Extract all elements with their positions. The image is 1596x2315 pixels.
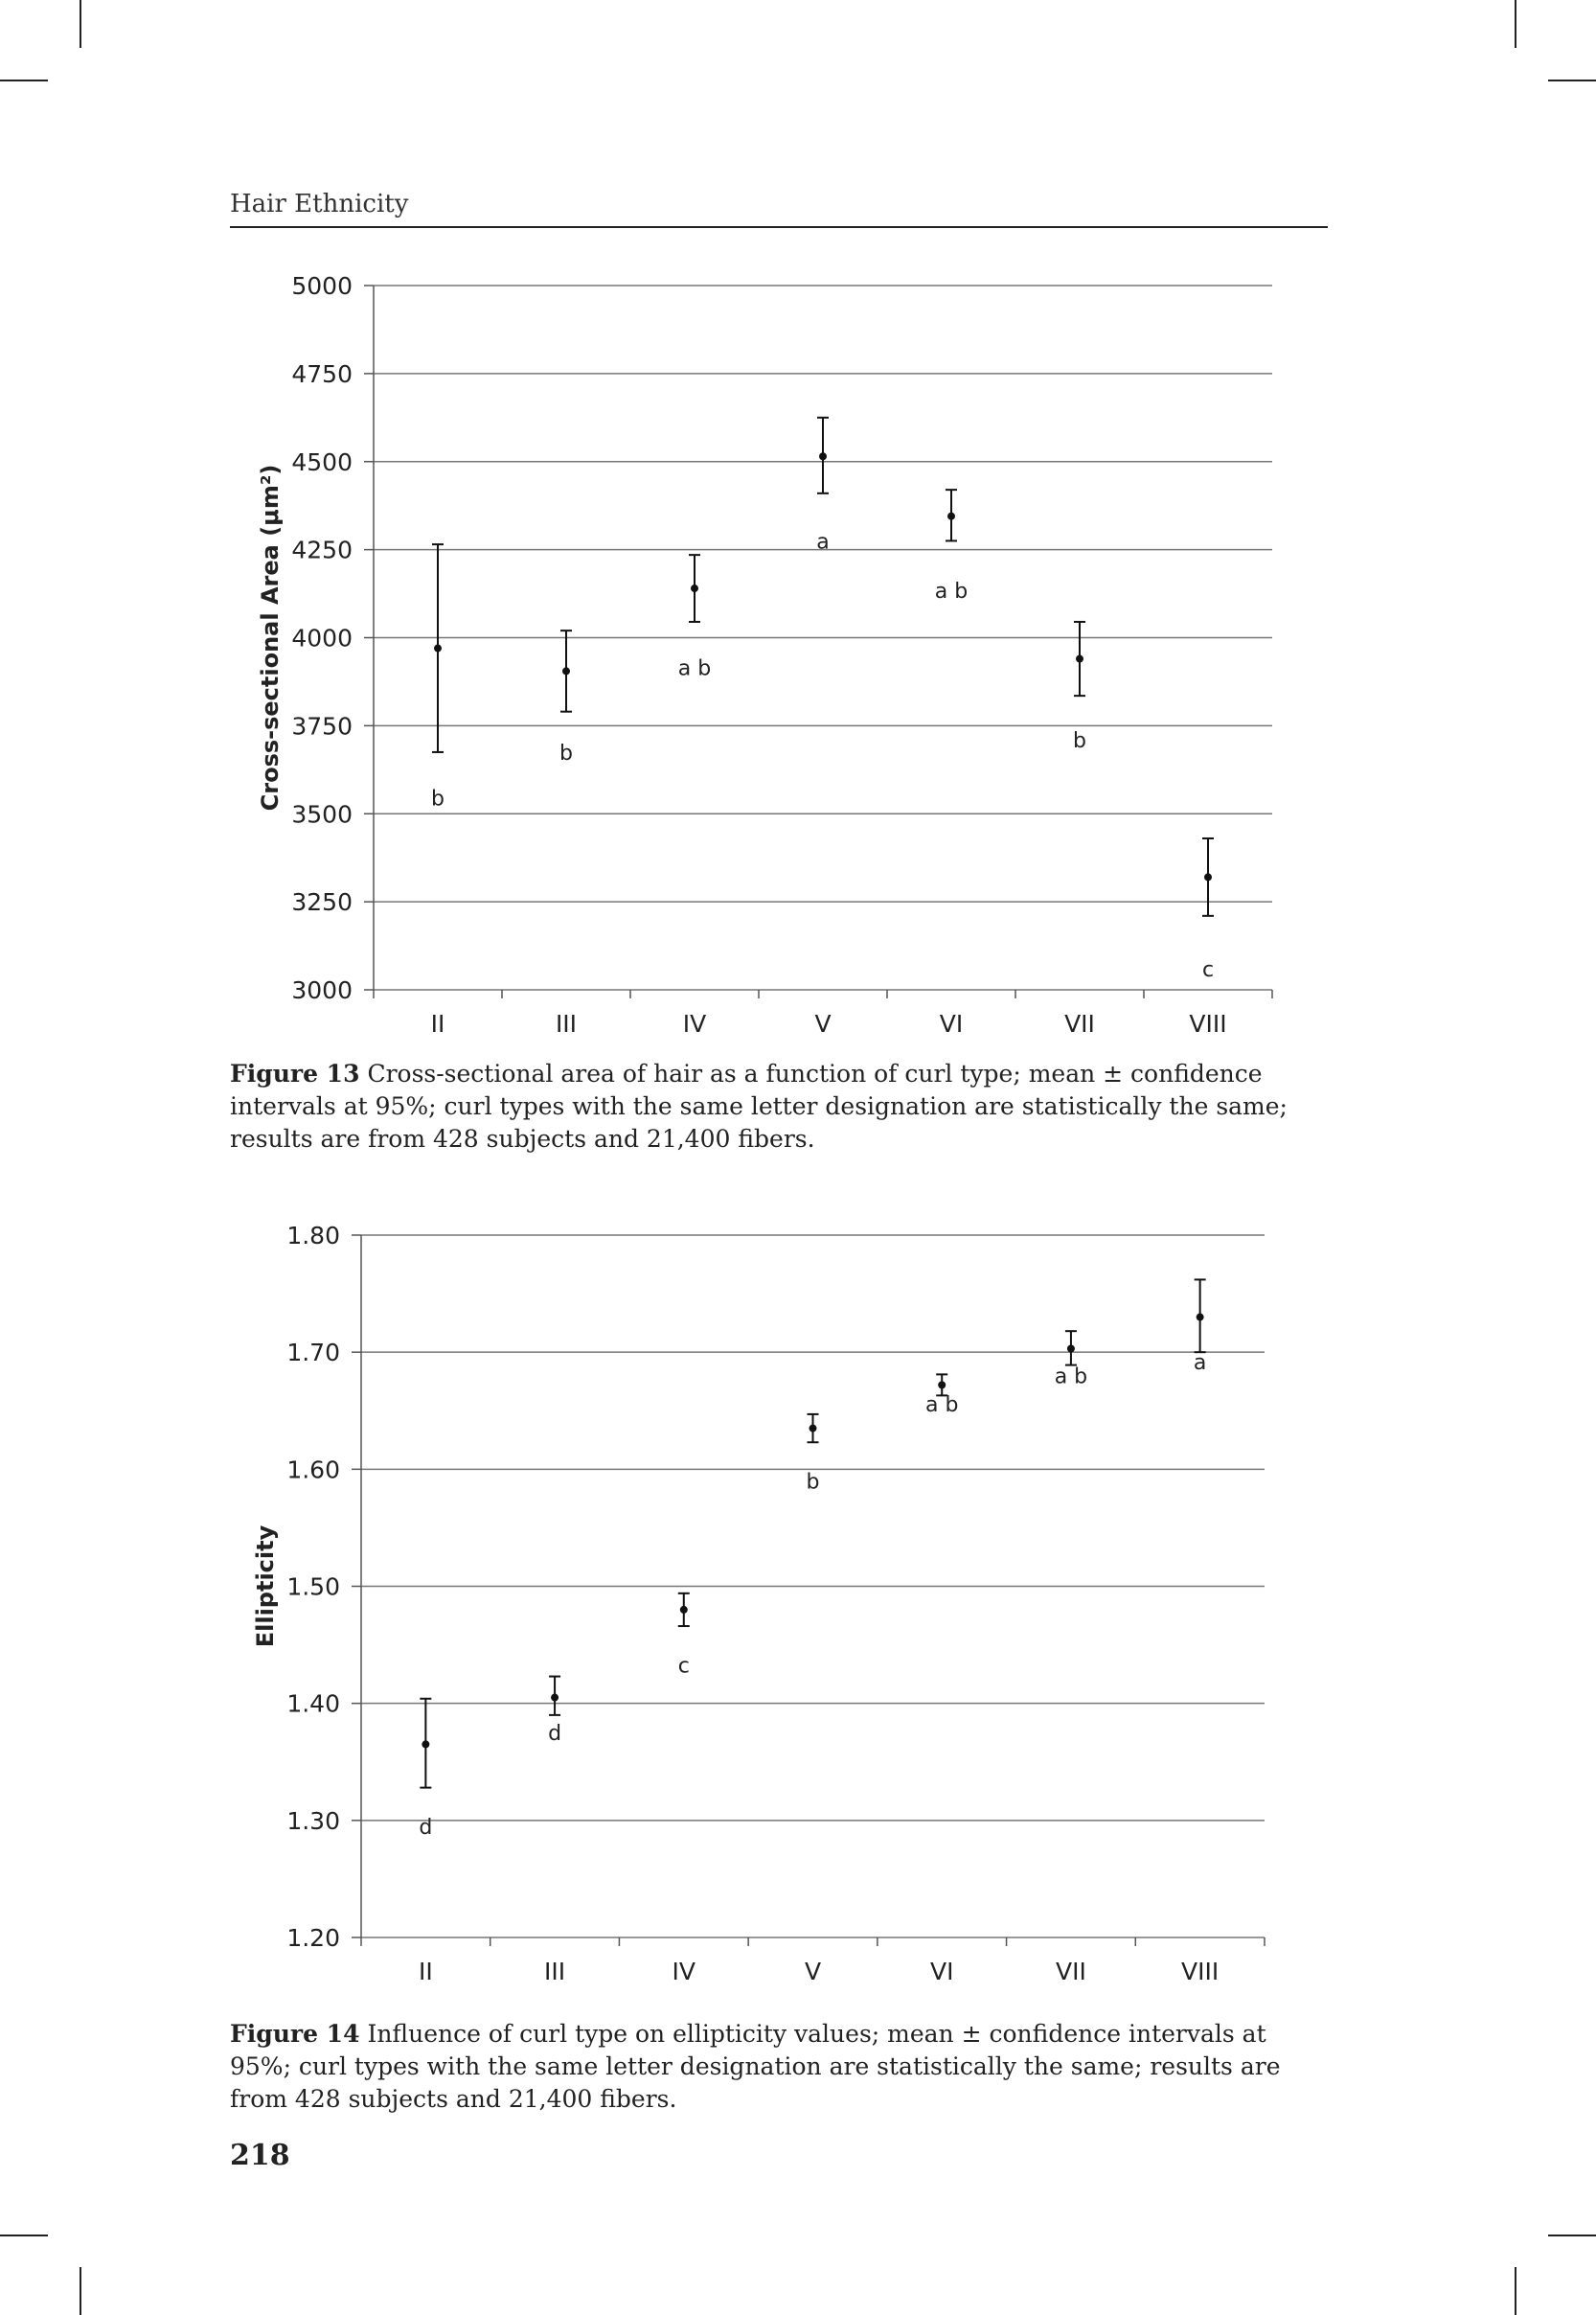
mean-point xyxy=(691,584,698,592)
significance-letter: a b xyxy=(677,656,712,681)
mean-point xyxy=(1076,655,1083,663)
y-tick-label: 3250 xyxy=(291,888,353,917)
crop-mark xyxy=(1548,80,1596,81)
significance-letter: a b xyxy=(934,579,969,604)
significance-letter: a b xyxy=(924,1392,959,1417)
running-head: Hair Ethnicity xyxy=(230,190,409,218)
significance-letter: b xyxy=(1073,729,1086,754)
mean-point xyxy=(809,1425,817,1433)
mean-point xyxy=(938,1381,946,1388)
crop-mark xyxy=(0,2235,48,2236)
figure-14-caption-text: Influence of curl type on ellipticity values; mean ± confidence intervals at 95%; curl types with the same letter designation are statistically the same; results are from 428 subjects and 21,400 fibers. xyxy=(230,2020,1281,2113)
figure-13-caption xyxy=(230,1058,1328,1156)
significance-letter: a b xyxy=(1054,1364,1088,1389)
figure-13-chart xyxy=(0,249,1596,1044)
x-tick-label: III xyxy=(555,1010,578,1038)
mean-point xyxy=(551,1694,559,1702)
y-tick-label: 1.60 xyxy=(286,1455,340,1484)
significance-letter: a xyxy=(1193,1350,1207,1375)
figure-14-caption xyxy=(230,2018,1328,2116)
y-tick-label: 3750 xyxy=(291,712,353,741)
x-tick-label: IV xyxy=(682,1010,707,1038)
x-tick-label: V xyxy=(804,1958,822,1985)
crop-mark xyxy=(1515,2267,1516,2315)
mean-point xyxy=(422,1740,429,1748)
mean-point xyxy=(819,452,827,460)
x-tick-label: III xyxy=(544,1958,566,1985)
mean-point xyxy=(434,645,442,653)
significance-letter: c xyxy=(1201,957,1215,982)
figure-13-caption-text: Cross-sectional area of hair as a function of curl type; mean ± confidence intervals at 95%; curl types with the same letter designation are statistically the same; results are from 428 subjects and 21,400 fibers. xyxy=(230,1060,1288,1153)
y-tick-label: 3000 xyxy=(291,976,353,1004)
x-tick-label: V xyxy=(814,1010,832,1038)
x-tick-label: VI xyxy=(939,1010,964,1038)
y-tick-label: 4250 xyxy=(291,536,353,564)
page-number: 218 xyxy=(230,2139,290,2172)
mean-point xyxy=(1204,873,1212,881)
figure-14-chart xyxy=(0,1198,1596,1993)
x-tick-label: VI xyxy=(929,1958,954,1985)
y-axis-title: Ellipticity xyxy=(252,1524,279,1648)
y-tick-label: 4500 xyxy=(291,447,353,476)
y-tick-label: 3500 xyxy=(291,800,353,829)
mean-point xyxy=(1067,1345,1075,1353)
significance-letter: a xyxy=(816,530,830,555)
mean-point xyxy=(1197,1314,1204,1321)
y-tick-label: 1.40 xyxy=(286,1689,340,1718)
x-tick-label: VII xyxy=(1055,1958,1086,1985)
significance-letter: d xyxy=(419,1815,433,1840)
x-tick-label: VII xyxy=(1064,1010,1095,1038)
significance-letter: d xyxy=(548,1722,562,1747)
x-tick-label: II xyxy=(430,1010,445,1038)
x-tick-label: VIII xyxy=(1189,1010,1227,1038)
crop-mark xyxy=(80,0,81,48)
significance-letter: c xyxy=(677,1654,690,1679)
figure-13-label: Figure 13 xyxy=(230,1060,360,1088)
y-tick-label: 4000 xyxy=(291,624,353,653)
significance-letter: b xyxy=(806,1470,820,1495)
y-axis-title: Cross-sectional Area (μm²) xyxy=(257,464,284,812)
y-tick-label: 1.30 xyxy=(286,1806,340,1835)
x-tick-label: II xyxy=(418,1958,433,1985)
y-tick-label: 5000 xyxy=(291,272,353,300)
mean-point xyxy=(562,667,570,675)
crop-mark xyxy=(80,2267,81,2315)
crop-mark xyxy=(0,80,48,81)
y-tick-label: 1.70 xyxy=(286,1339,340,1367)
y-tick-label: 1.50 xyxy=(286,1572,340,1601)
x-tick-label: IV xyxy=(672,1958,696,1985)
significance-letter: b xyxy=(431,787,445,812)
crop-mark xyxy=(1515,0,1516,48)
crop-mark xyxy=(1548,2235,1596,2236)
header-rule xyxy=(230,226,1328,228)
y-tick-label: 4750 xyxy=(291,359,353,388)
y-tick-label: 1.80 xyxy=(286,1222,340,1249)
figure-14-label: Figure 14 xyxy=(230,2020,360,2048)
mean-point xyxy=(947,513,955,520)
significance-letter: b xyxy=(559,741,573,766)
mean-point xyxy=(680,1606,688,1614)
y-tick-label: 1.20 xyxy=(286,1924,340,1952)
x-tick-label: VIII xyxy=(1181,1958,1220,1985)
